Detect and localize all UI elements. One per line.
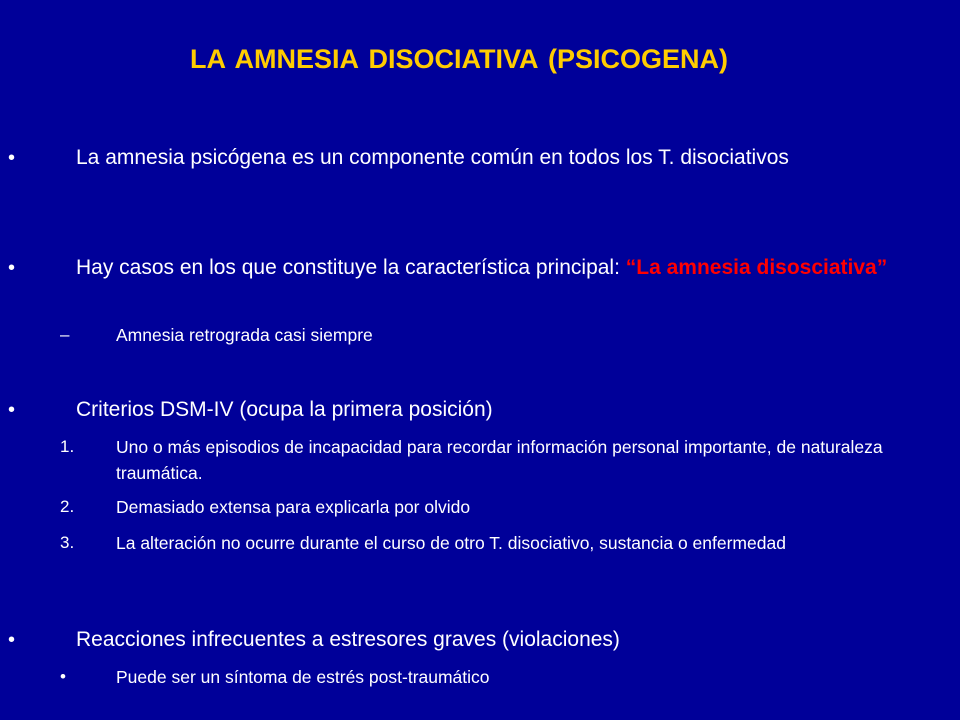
bullet-text-main: Hay casos en los que constituye la característica principal: xyxy=(76,256,626,279)
slide-title: LA AMNESIA DISOCIATIVA (PSICOGENA) xyxy=(190,44,729,74)
bullet-marker: • xyxy=(8,399,16,421)
criteria-number: 3. xyxy=(60,533,75,552)
bullet-text xyxy=(76,254,946,282)
sub-item-text: Amnesia retrograda casi siempre xyxy=(116,325,373,345)
bullet-marker: • xyxy=(8,147,16,169)
bullet-marker: • xyxy=(60,667,66,686)
bullet-text: Criterios DSM-IV (ocupa la primera posición) xyxy=(76,398,493,421)
dash-marker: – xyxy=(60,325,70,344)
criteria-number: 2. xyxy=(60,497,75,516)
criteria-text: Uno o más episodios de incapacidad para recordar información personal importante, de naturaleza traumática. xyxy=(116,437,883,483)
highlight-term: “La amnesia disosciativa” xyxy=(625,256,888,279)
criteria-text: La alteración no ocurre durante el curso de otro T. disociativo, sustancia o enfermedad xyxy=(116,533,786,553)
bullet-text: La amnesia psicógena es un componente común en todos los T. disociativos xyxy=(76,146,789,169)
sub-item-text: Puede ser un síntoma de estrés post-traumático xyxy=(116,667,490,687)
bullet-text: Reacciones infrecuentes a estresores graves (violaciones) xyxy=(76,628,620,651)
criteria-number: 1. xyxy=(60,437,75,456)
bullet-marker: • xyxy=(8,629,16,651)
bullet-marker: • xyxy=(8,257,16,279)
criteria-text: Demasiado extensa para explicarla por olvido xyxy=(116,497,471,517)
